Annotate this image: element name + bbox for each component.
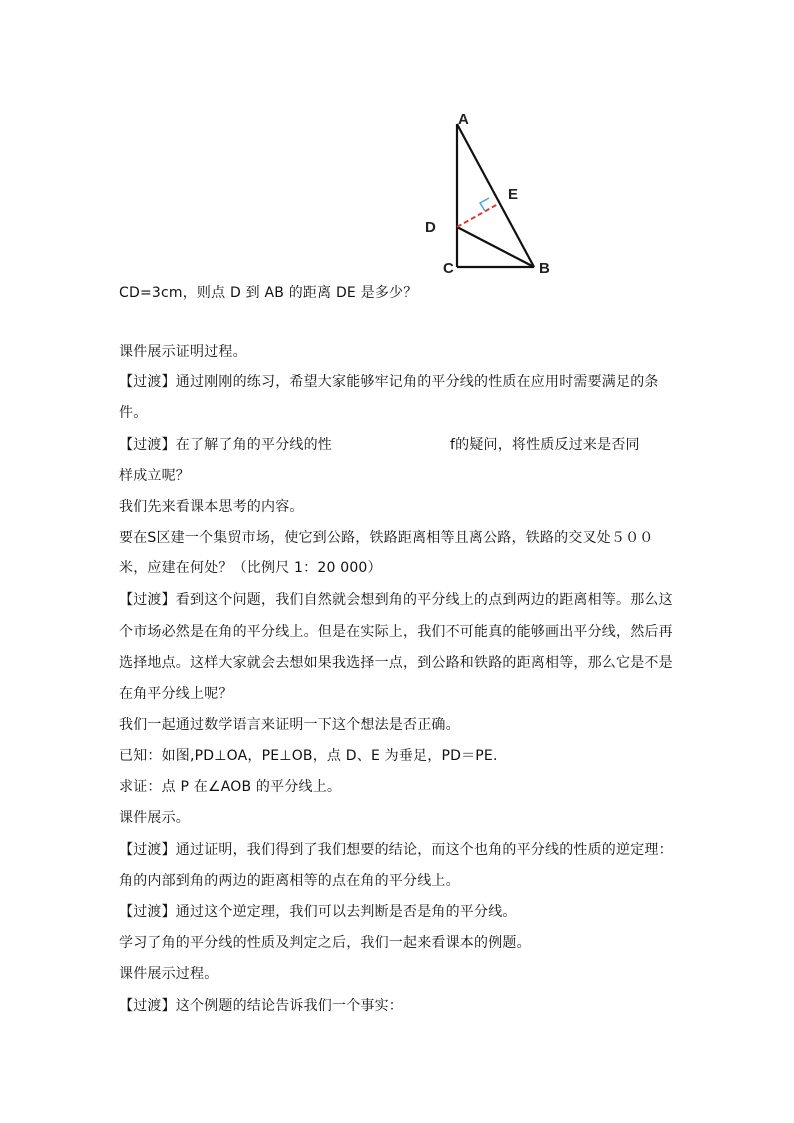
paragraph-line: 【过渡】通过这个逆定理，我们可以去判断是否是角的平分线。 [119,904,517,920]
paragraph-line: 个市场必然是在角的平分线上。但是在实际上，我们不可能真的能够画出平分线，然后再 [119,624,673,640]
triangle-diagram [418,104,568,276]
line-part-left: 【过渡】在了解了角的平分线的性 [119,437,332,453]
line-part-right: f的疑问，将性质反过来是否同 [450,437,640,453]
paragraph-line: 【过渡】通过刚刚的练习，希望大家能够牢记角的平分线的性质在应用时需要满足的条 [119,374,659,390]
paragraph-line: 【过渡】这个例题的结论告诉我们一个事实： [119,998,403,1014]
paragraph-line: 样成立呢？ [119,468,190,484]
paragraph-line: 米，应建在何处？（比例尺 1：20 000） [119,560,382,576]
paragraph-line: 已知：如图,PD⊥OA，PE⊥OB，点 D、E 为垂足，PD＝PE. [119,748,498,764]
paragraph-line: 课件展示证明过程。 [119,344,247,360]
side-ab [457,124,534,267]
paragraph-line: 件。 [119,405,148,421]
paragraph-line: CD=3cm，则点 D 到 AB 的距离 DE 是多少？ [119,285,418,301]
paragraph-line: 我们一起通过数学语言来证明一下这个想法是否正确。 [119,717,460,733]
label-b: B [539,260,550,276]
paragraph-line: 学习了角的平分线的性质及判定之后，我们一起来看课本的例题。 [119,935,531,951]
paragraph-line-split [119,435,679,455]
perpendicular-de [457,204,498,227]
triangle-figure [418,104,568,276]
paragraph-line: 课件展示。 [119,810,190,826]
paragraph-line: 在角平分线上呢？ [119,686,233,702]
paragraph-line: 求证：点 P 在∠AOB 的平分线上。 [119,779,342,795]
paragraph-line: 要在S区建一个集贸市场，使它到公路，铁路距离相等且离公路，铁路的交叉处５００ [119,530,654,546]
paragraph-line: 我们先来看课本思考的内容。 [119,499,304,515]
label-d: D [425,219,436,236]
label-a: A [458,111,469,128]
paragraph-line: 课件展示过程。 [119,966,219,982]
paragraph-line: 角的内部到角的两边的距离相等的点在角的平分线上。 [119,873,460,889]
paragraph-line: 选择地点。这样大家就会去想如果我选择一点，到公路和铁路的距离相等，那么它是不是 [119,655,673,671]
paragraph-line: 【过渡】看到这个问题，我们自然就会想到角的平分线上的点到两边的距离相等。那么这 [119,592,673,608]
label-c: C [443,260,454,276]
label-e: E [508,186,519,203]
paragraph-line: 【过渡】通过证明，我们得到了我们想要的结论，而这个也角的平分线的性质的逆定理： [119,842,673,858]
